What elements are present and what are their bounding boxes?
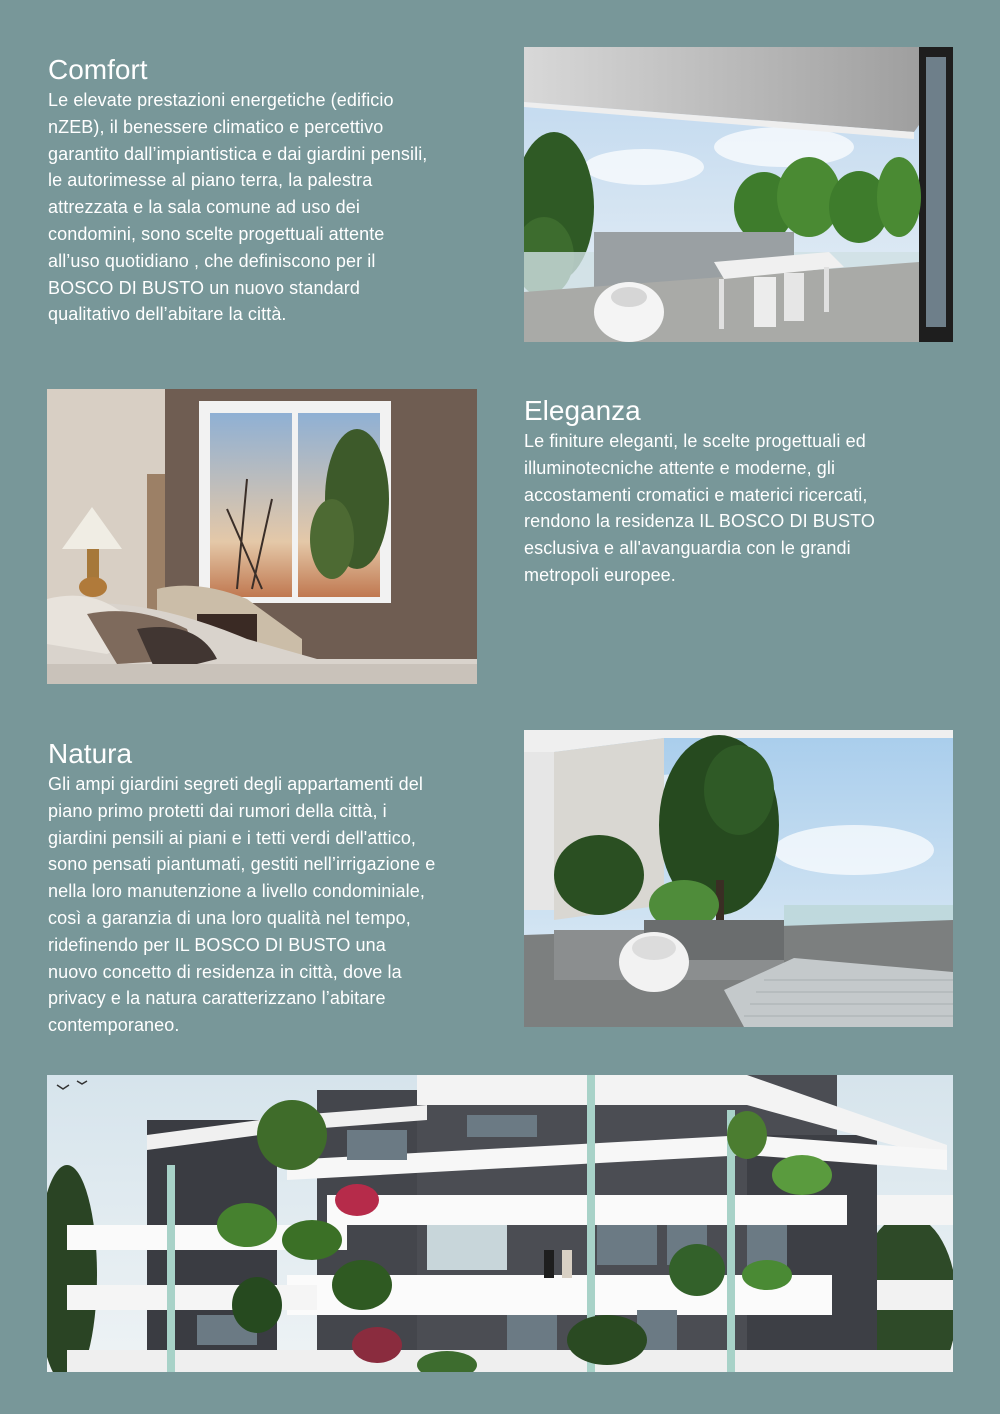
text-line: giardini pensili ai piani e i tetti verdi dell'attico, bbox=[48, 827, 417, 848]
text-line: contemporaneo. bbox=[48, 1015, 180, 1036]
text-line: le autorimesse al piano terra, la palestra bbox=[48, 170, 373, 191]
text-line: Gli ampi giardini segreti degli appartamenti del bbox=[48, 774, 423, 794]
eleganza-title: Eleganza bbox=[524, 395, 641, 426]
text-line: BOSCO DI BUSTO un nuovo standard bbox=[48, 277, 361, 298]
text-line: accostamenti cromatici e materici ricercati, bbox=[524, 484, 868, 505]
text-line: nella loro manutenzione a livello condominiale, bbox=[48, 881, 425, 902]
text-line: qualitativo dell’abitare la città. bbox=[48, 304, 287, 325]
text-line: nZEB), il benessere climatico e percettivo bbox=[48, 116, 384, 137]
terrace-dining-photo bbox=[524, 47, 953, 342]
comfort-title: Comfort bbox=[48, 54, 148, 85]
comfort-text bbox=[48, 87, 427, 328]
eleganza-text bbox=[524, 428, 875, 589]
text-line: garantito dall’impiantistica e dai giardini pensili, bbox=[48, 143, 428, 164]
text-line: così a garanzia di una loro qualità nel tempo, bbox=[48, 907, 411, 928]
text-line: privacy e la natura caratterizzano l’abitare bbox=[48, 988, 386, 1009]
text-line: piano primo protetti dai rumori della città, i bbox=[48, 800, 387, 821]
text-line: Le finiture eleganti, le scelte progettuali ed bbox=[524, 431, 866, 451]
garden-terrace-photo bbox=[524, 730, 953, 1027]
text-line: illuminotecniche attente e moderne, gli bbox=[524, 457, 836, 478]
text-line: nuovo concetto di residenza in città, dove la bbox=[48, 961, 402, 982]
natura-text bbox=[48, 771, 435, 1039]
text-line: attrezzata e la sala comune ad uso dei bbox=[48, 197, 360, 218]
text-line: Le elevate prestazioni energetiche (edificio bbox=[48, 90, 394, 110]
bedroom-photo bbox=[47, 389, 477, 684]
text-line: sono pensati piantumati, gestiti nell’irrigazione e bbox=[48, 854, 436, 875]
building-exterior-photo bbox=[47, 1075, 953, 1372]
text-line: condomini, sono scelte progettuali attente bbox=[48, 223, 385, 244]
text-line: rendono la residenza IL BOSCO DI BUSTO bbox=[524, 511, 875, 532]
natura-title: Natura bbox=[48, 738, 133, 769]
text-line: all’uso quotidiano , che definiscono per il bbox=[48, 250, 376, 271]
text-line: ridefinendo per IL BOSCO DI BUSTO una bbox=[48, 934, 386, 955]
text-line: esclusiva e all'avanguardia con le grandi bbox=[524, 538, 851, 559]
text-line: metropoli europee. bbox=[524, 564, 676, 585]
